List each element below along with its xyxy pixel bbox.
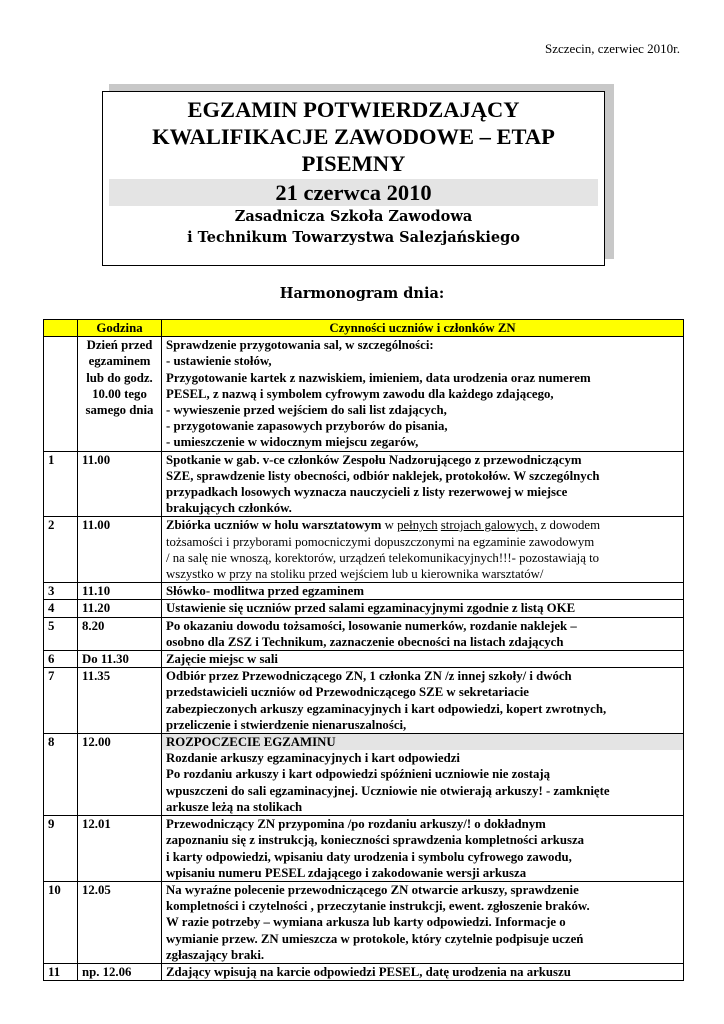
document-date: Szczecin, czerwiec 2010r. (545, 41, 680, 56)
row-time: 12.01 (78, 816, 162, 882)
row-activity (162, 881, 684, 963)
row-time: 11.00 (78, 451, 162, 517)
activity-line: arkusze leżą na stolikach (166, 799, 303, 814)
activity-line: Po okazaniu dowodu tożsamości, losowanie numerków, rozdanie naklejek – (166, 618, 577, 633)
time-line: samego dnia (85, 403, 154, 418)
activity-line: Rozdanie arkuszy egzaminacyjnych i kart odpowiedzi (166, 751, 460, 766)
row-time (78, 337, 162, 451)
row-nr: 9 (44, 816, 78, 882)
row-time: 11.20 (78, 600, 162, 617)
activity-line: wpuszczeni do sali egzaminacyjnej. Uczniowie nie otwierają arkuszy! - zamknięte (166, 783, 610, 798)
activity-line: - umieszczenie w widocznym miejscu zegarów, (166, 435, 419, 450)
activity-line: przedstawicieli uczniów od Przewodniczącego SZE w sekretariacie (166, 685, 529, 700)
row-nr: 5 (44, 617, 78, 650)
time-line: lub do godz. (86, 370, 153, 385)
school-name-line-2: i Technikum Towarzystwa Salezjańskiego (187, 229, 520, 246)
table-row (44, 617, 684, 650)
row-activity (162, 517, 684, 583)
table-row (44, 583, 684, 600)
activity-line: Spotkanie w gab. v-ce członków Zespołu Nadzorującego z przewodniczącym (166, 452, 582, 467)
row-time: 11.10 (78, 583, 162, 600)
row-time: 11.00 (78, 517, 162, 583)
table-row (44, 734, 684, 816)
row-time: np. 12.06 (78, 963, 162, 980)
activity-line: brakujących członków. (166, 501, 292, 516)
activity-line: Odbiór przez Przewodniczącego ZN, 1 członka ZN /z innej szkoły/ i dwóch (166, 669, 572, 684)
row-time: 12.05 (78, 881, 162, 963)
activity-line: - ustawienie stołów, (166, 354, 272, 369)
activity-line: kompletności i czytelności , przeczytanie instrukcji, ewent. zgłoszenie braków. (166, 899, 590, 914)
exam-start-band: ROZPOCZECIE EGZAMINU (162, 734, 683, 750)
row-nr: 6 (44, 651, 78, 668)
activity-line: Przygotowanie kartek z nazwiskiem, imieniem, data urodzenia oraz numerem (166, 370, 591, 385)
activity-line: zapoznaniu się z instrukcją, konieczności sprawdzenia kompletności arkusza (166, 833, 585, 848)
activity-line: - wywieszenie przed wejściem do sali list zdających, (166, 403, 447, 418)
row-time: 12.00 (78, 734, 162, 816)
activity-line: Przewodniczący ZN przypomina /po rozdaniu arkuszy/! o dokładnym (166, 817, 546, 832)
table-row (44, 337, 684, 451)
activity-line: - przygotowanie zapasowych przyborów do pisania, (166, 419, 448, 434)
activity-line: wymianie przew. ZN umieszcza w protokole, który czytelnie podpisuje uczeń (166, 931, 584, 946)
preposition-text: w (384, 518, 394, 533)
activity-line: Po rozdaniu arkuszy i kart odpowiedzi spóźnieni uczniowie nie zostają (166, 767, 551, 782)
row-nr: 10 (44, 881, 78, 963)
row-nr: 3 (44, 583, 78, 600)
table-row (44, 600, 684, 617)
header-activities: Czynności uczniów i członków ZN (162, 320, 684, 337)
row-activity (162, 734, 684, 816)
row-activity (162, 600, 684, 617)
row-activity (162, 617, 684, 650)
exam-date: 21 czerwca 2010 (109, 179, 598, 206)
table-header-row (44, 320, 684, 337)
title-line-2: KWALIFIKACJE ZAWODOWE – ETAP (152, 124, 555, 149)
activity-line: Zdający wpisują na karcie odpowiedzi PESEL, datę urodzenia na arkuszu (166, 964, 571, 979)
assembly-text: Zbiórka uczniów w holu warsztatowym (166, 518, 382, 533)
row-nr: 8 (44, 734, 78, 816)
time-line: egzaminem (88, 354, 151, 369)
activity-line: przeliczenie i stwierdzenie nienaruszalności, (166, 717, 407, 732)
activity-line: PESEL, z nazwą i symbolem cyfrowym zawodu dla każdego zdającego, (166, 386, 554, 401)
row-activity (162, 963, 684, 980)
row-nr: 4 (44, 600, 78, 617)
schedule-heading: Harmonogram dnia: (279, 285, 445, 302)
activity-line: Zajęcie miejsc w sali (166, 652, 278, 667)
title-box (102, 91, 605, 266)
header-nr (44, 320, 78, 337)
time-line: Dzień przed (86, 338, 153, 353)
activity-line: / na salę nie wnoszą, korektorów, urządzeń telekomunikacyjnych!!!- pozostawiają to (166, 550, 600, 565)
table-row (44, 651, 684, 668)
activity-line: Słówko- modlitwa przed egzaminem (166, 584, 364, 599)
underlined-dress: strojach galowych, (440, 518, 538, 533)
row-nr: 7 (44, 668, 78, 734)
title-line-3: PISEMNY (301, 151, 406, 176)
row-activity (162, 816, 684, 882)
activity-line: przypadkach losowych wyznacza nauczycieli z listy rezerwowej w miejsce (166, 485, 568, 500)
underlined-full: pełnych (397, 518, 438, 533)
table-row (44, 668, 684, 734)
row-nr: 11 (44, 963, 78, 980)
table-row (44, 963, 684, 980)
activity-line: zgłaszający braki. (166, 947, 265, 962)
row-activity (162, 337, 684, 451)
row-nr (44, 337, 78, 451)
row-time: Do 11.30 (78, 651, 162, 668)
table-row (44, 451, 684, 517)
header-time: Godzina (78, 320, 162, 337)
activity-line: SZE, sprawdzenie listy obecności, odbiór naklejek, protokołów. W szczególnych (166, 468, 600, 483)
activity-line: Sprawdzenie przygotowania sal, w szczególności: (166, 338, 434, 353)
activity-line (166, 517, 679, 533)
activity-line: W razie potrzeby – wymiana arkusza lub karty odpowiedzi. Informacje o (166, 915, 566, 930)
activity-line: zabezpieczonych arkuszy egzaminacyjnych i kart odpowiedzi, kopert zwrotnych, (166, 701, 607, 716)
activity-line: Na wyraźne polecenie przewodniczącego ZN otwarcie arkuszy, sprawdzenie (166, 882, 579, 897)
activity-line: Ustawienie się uczniów przed salami egzaminacyjnymi zgodnie z listą OKE (166, 601, 576, 616)
time-line: 10.00 tego (92, 386, 147, 401)
row-nr: 2 (44, 517, 78, 583)
activity-line: wszystko w przy na stoliku przed wejściem lub u kierownika warsztatów/ (166, 567, 544, 582)
title-line-1: EGZAMIN POTWIERDZAJĄCY (187, 97, 520, 122)
row-nr: 1 (44, 451, 78, 517)
row-activity (162, 583, 684, 600)
activity-line: wpisaniu numeru PESEL zdającego i zakodowanie wersji arkusza (166, 865, 527, 880)
table-row (44, 881, 684, 963)
activity-line: tożsamości i przyborami pomocniczymi dopuszczonymi na egzaminie zawodowym (166, 534, 595, 549)
table-row (44, 517, 684, 583)
row-activity (162, 651, 684, 668)
activity-line: osobno dla ZSZ i Technikum, zaznaczenie obecności na listach zdających (166, 634, 564, 649)
activity-line: i karty odpowiedzi, wpisaniu daty urodzenia i symbolu cyfrowego zawodu, (166, 849, 572, 864)
row-time: 8.20 (78, 617, 162, 650)
school-name-line-1: Zasadnicza Szkoła Zawodowa (234, 208, 473, 225)
schedule-table (43, 319, 684, 981)
table-row (44, 816, 684, 882)
row-activity (162, 668, 684, 734)
row-activity (162, 451, 684, 517)
id-text: z dowodem (540, 518, 601, 533)
row-time: 11.35 (78, 668, 162, 734)
